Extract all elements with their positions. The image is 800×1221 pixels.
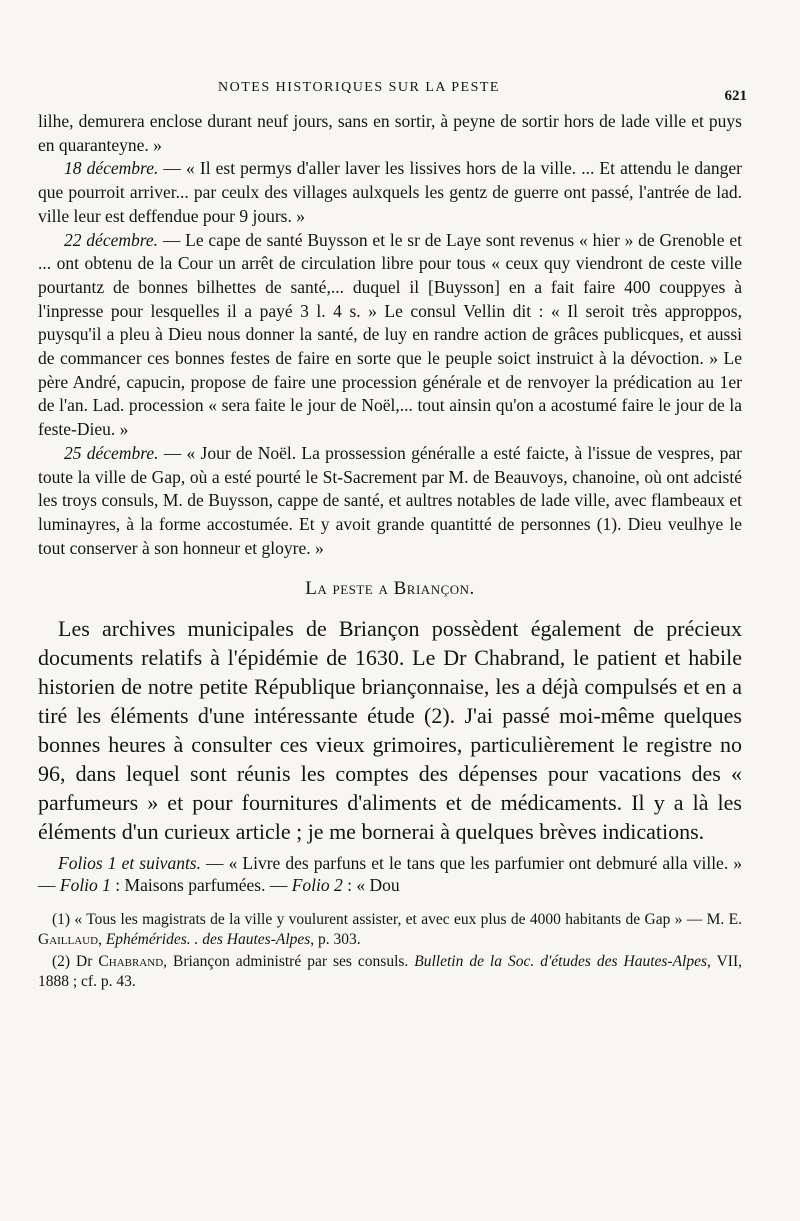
folios-label: Folios 1 et suivants. — [58, 853, 201, 874]
document-page — [38, 70, 747, 994]
entry-25-decembre: 25 décembre. — « Jour de Noël. La prossession généralle a esté faicte, à l'issue de vespres, par toute la ville de Gap, où a esté pourté le St-Sacrement par M. de Beauvoys, chanoine, où ont adcisté les troys consuls, M. de Buysson, cappe de santé, et aultres notables de lade ville, avec flambeaux et luminayres, à la forme accostumée. Et y avoit grande quantitté de personnes (1). Dieu veulhye le tout conserver à son honneur et gloyre. » — [38, 442, 743, 558]
section-heading: La peste a Briançon. — [305, 578, 475, 600]
paragraph-continuation: lilhe, demurera enclose durant neuf jours, sans en sortir, à peyne de sortir hors de lade ville et puys en quaranteyne. » — [38, 111, 742, 155]
briancon-intro — [38, 614, 742, 846]
chronicle-entries — [38, 110, 742, 560]
large-paragraph: Les archives municipales de Briançon possèdent également de précieux documents relatifs à l'épidémie de 1630. Le Dr Chabrand, le patient et habile historien de notre petite République briançonnaise, les a déjà compulsés et en a tiré les éléments d'une intéressante étude (2). J'ai passé moi-même quelques bonnes heures à consulter ces vieux grimoires, particulièrement le registre no 96, dans lequel sont réunis les comptes des dépenses pour vacations des « parfumeurs » et pour fournitures d'aliments et de médicaments. Il y a là les éléments d'un curieux article ; je me bornerai à quelques brèves indications. — [38, 616, 742, 845]
page-header — [38, 70, 747, 110]
folios-paragraph: Folios 1 et suivants. — « Livre des parfuns et le tans que les parfumier ont debmuré alla ville. » — Folio 1 : Maisons parfumées. — Folio 2 : « Dou — [38, 853, 742, 896]
page-number: 621 — [724, 88, 747, 104]
folio2-label: Folio 2 — [291, 875, 343, 896]
footnote-2: (2) Dr Chabrand, Briançon administré par ses consuls. Bulletin de la Soc. d'études des Hautes-Alpes, VII, 1888 ; cf. p. 43. — [38, 953, 742, 990]
entry-22-decembre: 22 décembre. — Le cape de santé Buysson et le sr de Laye sont revenus « hier » de Grenoble et ... ont obtenu de la Cour un arrêt de circulation libre pour tous « ceux quy viendront de ceste ville pourtantz de bonnes bilhettes de santé,... duquel il [Buysson] en a fait faire 400 couppyes à l'inpresse pour lesquelles il a payé 3 l. 4 s. » Le consul Vellin dit : « Il seroit très approppos, puysqu'il a pleu à Dieu nous donner la santé, de luy en randre action de grâces publicques, et aussi de commancer ces bonnes festes de faire en sorte que le peuple soict instruict à la dévoction. » Le père André, capucin, propose de faire une procession générale et de renvoyer la prédication au 1er de l'an. Lad. procession « sera faite le jour de Noël,... tout ainsin qu'on a acostumé faire le jour de la feste-Dieu. » — [38, 229, 742, 440]
folio1-label: Folio 1 — [59, 875, 111, 896]
footnote-1: (1) « Tous les magistrats de la ville y voulurent assister, et avec eux plus de 4000 habitants de Gap » — M. E. Gaillaud, Ephémérides. . des Hautes-Alpes, p. 303. — [38, 911, 742, 948]
entry-18-decembre: 18 décembre. — « Il est permys d'aller laver les lissives hors de la ville. ... Et attendu le danger que pourroit arriver... par ceulx des villages aulxquels les gentz de guerre ont passé, l'antrée de lad. ville leur est deffendue pour 9 jours. » — [38, 158, 742, 226]
running-head: NOTES HISTORIQUES SUR LA PESTE — [218, 80, 500, 95]
footnotes — [38, 910, 742, 991]
